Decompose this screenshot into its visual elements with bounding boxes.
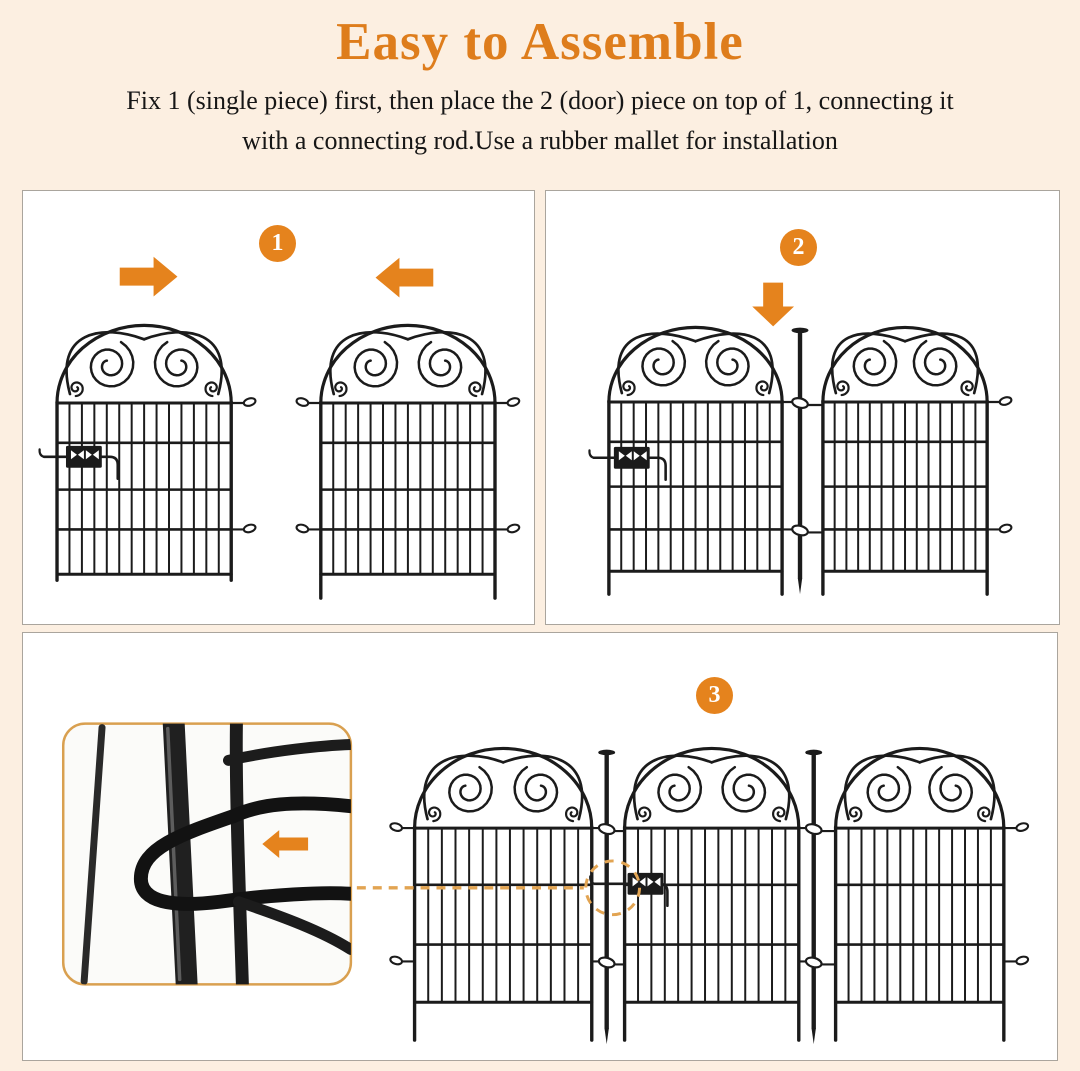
subtitle-line-1: Fix 1 (single piece) first, then place the 2 (door) piece on top of 1, connecting it [126, 86, 954, 115]
subtitle-line-2: with a connecting rod.Use a rubber mallet for installation [242, 126, 838, 155]
page-title: Easy to Assemble [336, 13, 744, 71]
fence-panel-graphic [296, 325, 520, 598]
header [0, 0, 1080, 161]
fence-panel-graphic [823, 327, 1012, 594]
dashed-callout [357, 861, 640, 915]
step-3-badge: 3 [696, 677, 733, 714]
fence-panel-graphic [590, 748, 799, 1040]
fence-panel-graphic [389, 748, 591, 1040]
step-1-badge: 1 [259, 225, 296, 262]
fence-panel-graphic [836, 748, 1029, 1040]
fence-panel-graphic [589, 327, 782, 594]
zoom-inset [63, 724, 351, 985]
insert-rod-arrow [752, 283, 794, 327]
step-3-illustration [23, 633, 1057, 1060]
push-together-arrows [120, 257, 434, 298]
step-3-panel [22, 632, 1058, 1061]
step-2-panel [545, 190, 1060, 625]
step-2-badge: 2 [780, 229, 817, 266]
step-1-panel [22, 190, 535, 625]
rod-hook-junction [782, 397, 823, 537]
connecting-rod-graphic [792, 328, 809, 595]
fence-panel-graphic [40, 325, 257, 580]
